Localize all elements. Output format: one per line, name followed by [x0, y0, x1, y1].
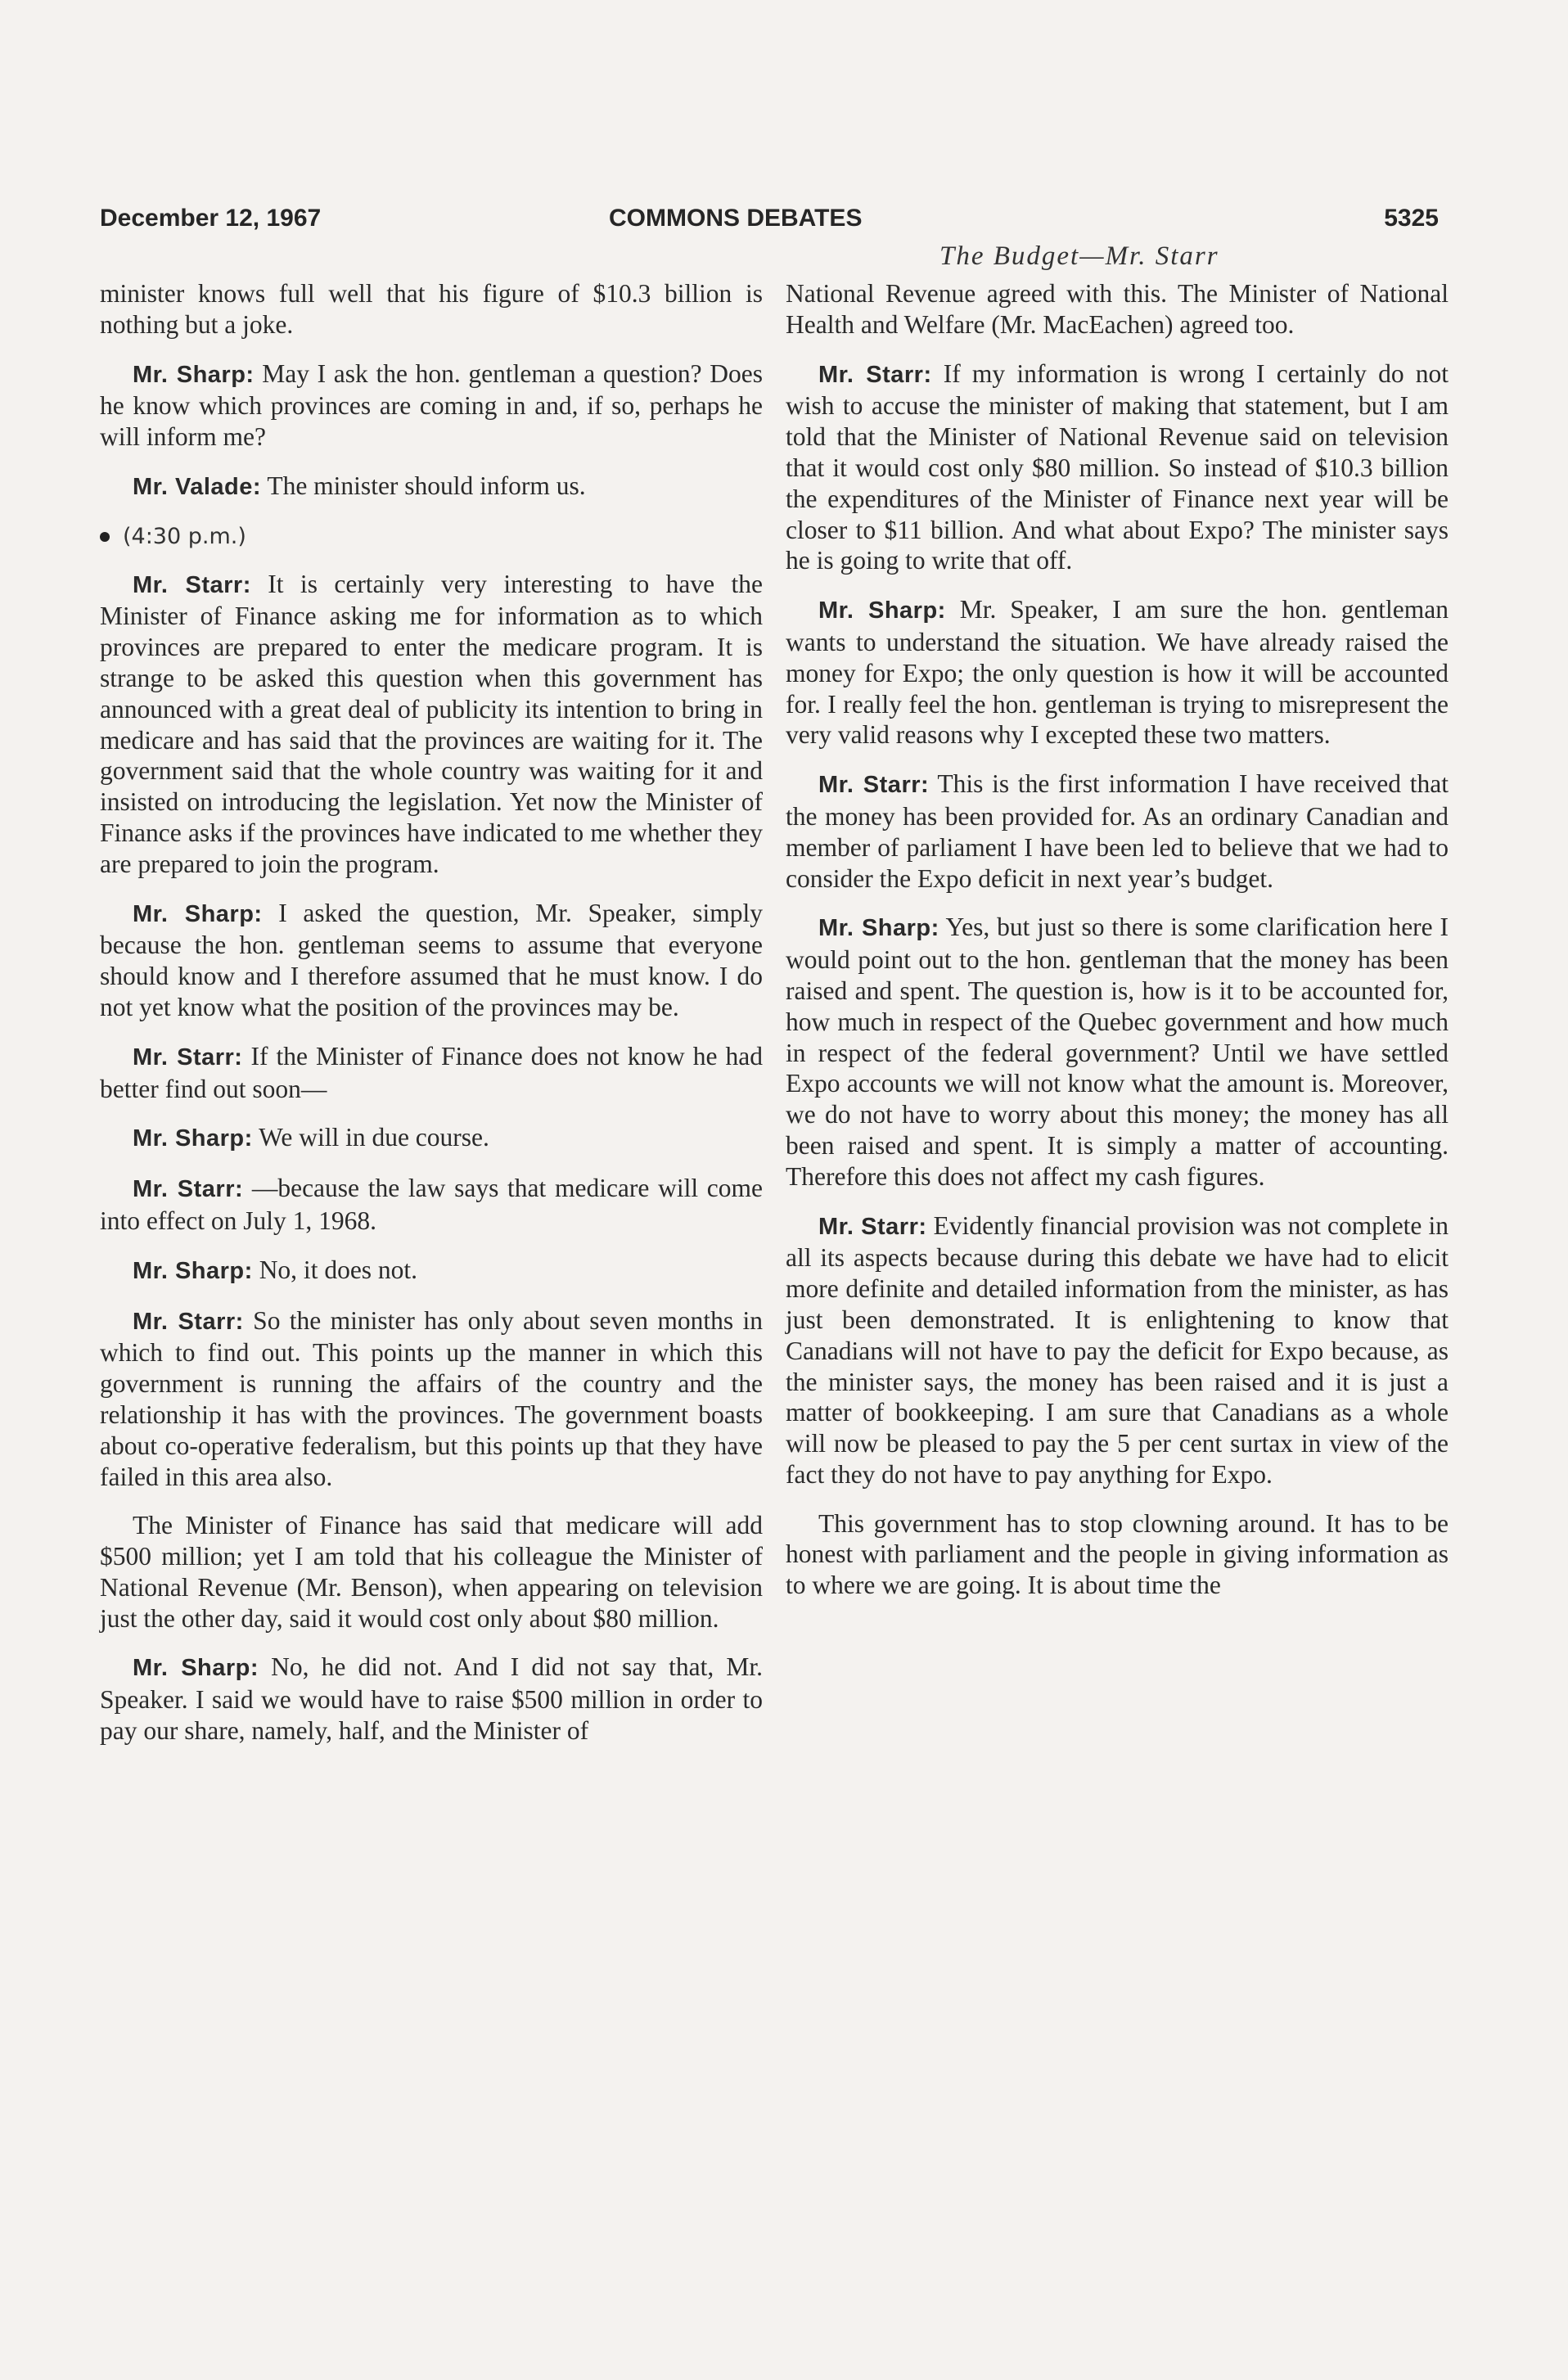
paragraph-text: May I ask the hon. gentleman a question? Does he know which provinces are coming in and, if so, perhaps he will inform me? — [100, 358, 763, 452]
paragraph-text: If my information is wrong I certainly do not wish to accuse the minister of making that statement, but I am told that the Minister of National Revenue said on television that it would cost only $80 million. So instead of $10.3 billion the expenditures of the Minister of Finance next year will be closer to $11 billion. And what about Expo? The minister says he is going to write that off. — [786, 358, 1449, 575]
paragraph — [100, 1173, 763, 1237]
running-subtitle: The Budget—Mr. Starr — [939, 241, 1219, 271]
speaker-name: Mr. Starr: — [133, 1044, 243, 1071]
paragraph — [100, 278, 763, 340]
paragraph — [100, 1305, 763, 1493]
paragraph-text: minister knows full well that his figure of $10.3 billion is nothing but a joke. — [100, 279, 763, 339]
speaker-name: Mr. Starr: — [818, 772, 930, 799]
paragraph — [100, 471, 763, 503]
paragraph-text: It is certainly very interesting to have the Minister of Finance asking me for information as to which provinces are prepared to enter the medicare program. It is strange to be asked this question when this government has announced with a great deal of publicity its intention to bring in medicare and has said that the provinces are waiting for it. The government said that the whole country was waiting for it and insisted on introducing the legislation. Yet now the Minister of Finance asks if the provinces have indicated to me whether they are prepared to join the program. — [100, 569, 763, 878]
paragraph — [786, 594, 1449, 751]
paragraph-text: National Revenue agreed with this. The Minister of National Health and Welfare (Mr. MacEachen) agreed too. — [786, 279, 1449, 339]
paragraph-text: This government has to stop clowning around. It has to be honest with parliament and the people in giving information as to where we are going. It is about time the — [786, 1508, 1449, 1600]
paragraph — [786, 1210, 1449, 1490]
speaker-name: Mr. Sharp: — [133, 1257, 253, 1284]
speaker-name: Mr. Sharp: — [818, 597, 946, 624]
paragraph — [100, 1510, 763, 1634]
paragraph-text: I asked the question, Mr. Speaker, simply because the hon. gentleman seems to assume that everyone should know and I therefore assumed that he must know. I do not yet know what the position of the provinces may be. — [100, 898, 764, 1021]
paragraph-text: If the Minister of Finance does not know he had better find out soon— — [100, 1041, 763, 1103]
paragraph — [100, 1041, 763, 1105]
speaker-name: Mr. Starr: — [133, 571, 251, 598]
paragraph — [786, 769, 1449, 894]
paragraph — [786, 1508, 1449, 1601]
paragraph-text: Evidently financial provision was not complete in all its aspects because during this debate we have had to elicit more definite and detailed information from the minister, as has just been demonstrated. It is enlightening to know that Canadians will not have to pay the deficit for Expo because, as the minister says, the money has been raised and it is just a matter of bookkeeping. I am sure that Canadians as a whole will now be pleased to pay the 5 per cent surtax in view of the fact they do not have to pay anything for Expo. — [786, 1210, 1449, 1489]
paragraph — [786, 358, 1449, 577]
header-title: COMMONS DEBATES — [609, 205, 863, 232]
paragraph — [100, 1652, 763, 1746]
paragraph — [100, 898, 763, 1023]
time-marker-text: (4:30 p.m.) — [123, 523, 246, 549]
speaker-name: Mr. Starr: — [133, 1176, 244, 1203]
speaker-name: Mr. Valade: — [133, 473, 262, 500]
paragraph-text: The minister should inform us. — [267, 471, 586, 500]
bullet-icon — [100, 532, 110, 542]
paragraph — [100, 1122, 763, 1155]
speaker-name: Mr. Sharp: — [133, 1125, 253, 1152]
paragraph-text: We will in due course. — [259, 1123, 489, 1152]
paragraph-text: Mr. Speaker, I am sure the hon. gentleman wants to understand the situation. We have already raised the money for Expo; the only question is how it will be accounted for. I really feel the hon. gentleman is trying to misrepresent the very valid reasons why I excepted these two matters. — [786, 595, 1449, 750]
speaker-name: Mr. Starr: — [818, 1213, 927, 1240]
page-header — [100, 205, 1439, 241]
right-column — [786, 278, 1449, 1619]
paragraph — [786, 278, 1449, 340]
header-date: December 12, 1967 — [100, 205, 322, 232]
speaker-name: Mr. Starr: — [818, 361, 932, 388]
paragraph — [786, 912, 1449, 1192]
paragraph-text: Yes, but just so there is some clarification here I would point out to the hon. gentleman that the money has been raised and spent. The question is, how is it to be accounted for, how much in respect of the Quebec government and how much in respect of the federal government? Until we have settled Expo accounts we will not know what the amount is. Moreover, we do not have to worry about this money; the money has all been raised and spent. It is simply a matter of accounting. Therefore this does not affect my cash figures. — [786, 913, 1449, 1191]
speaker-name: Mr. Sharp: — [133, 900, 263, 927]
speaker-name: Mr. Sharp: — [133, 361, 255, 388]
paragraph — [100, 569, 763, 880]
paragraph-text: No, he did not. And I did not say that, Mr. Speaker. I said we would have to raise $500 million in order to pay our share, namely, half, and the Minister of — [100, 1652, 763, 1746]
time-marker — [100, 521, 763, 552]
left-column — [100, 278, 763, 1765]
paragraph-text: The Minister of Finance has said that medicare will add $500 million; yet I am told that his colleague the Minister of National Revenue (Mr. Benson), when appearing on television just the other day, said it would cost only about $80 million. — [100, 1511, 763, 1633]
page-number: 5325 — [1384, 205, 1439, 232]
speaker-name: Mr. Sharp: — [133, 1655, 259, 1682]
paragraph-text: So the minister has only about seven months in which to find out. This points up the manner in which this government is running the affairs of the country and the relationship it has with the provinces. The government boasts about co-operative federalism, but this points up that they have failed in this area also. — [100, 1305, 763, 1491]
speaker-name: Mr. Sharp: — [818, 915, 939, 942]
paragraph-text: This is the first information I have received that the money has been provided for. As an ordinary Canadian and member of parliament I have been led to believe that we had to consider the Expo deficit in next year’s budget. — [786, 769, 1449, 893]
speaker-name: Mr. Starr: — [133, 1308, 244, 1335]
paragraph-text: No, it does not. — [259, 1255, 418, 1284]
paragraph — [100, 1255, 763, 1287]
paragraph-text: —because the law says that medicare will come into effect on July 1, 1968. — [100, 1174, 763, 1235]
paragraph — [100, 358, 763, 453]
